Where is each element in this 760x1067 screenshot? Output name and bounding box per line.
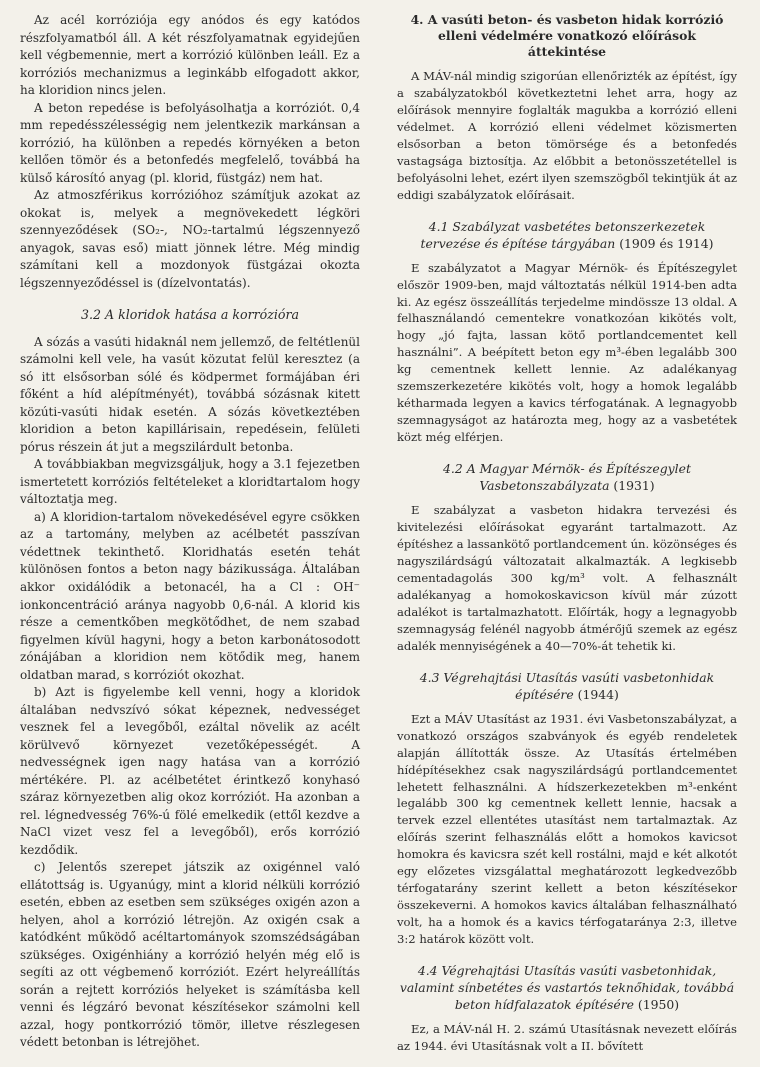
section-heading-4-4: [397, 962, 737, 1013]
paragraph: Az acél korróziója egy anódos és egy katódos részfolyamatból áll. A két részfolyamatnak egyidejűen kell végbemennie, mert a korrózió különben leáll. Ez a korróziós mechanizmus a leginkább elfogadott akkor, ha kloridion nincs jelen.: [20, 13, 360, 98]
left-column: [20, 12, 360, 1052]
section-title: 4.4 Végrehajtási Utasítás vasúti vasbetonhidak, valamint sínbetétes és vastartós teknőhidak, továbbá beton hídfalazatok építésére: [399, 963, 735, 1013]
section-heading-4-1: [397, 218, 737, 252]
section-years: (1944): [577, 686, 619, 702]
section-heading-3-2: 3.2 A kloridok hatása a korrózióra: [81, 307, 299, 323]
paragraph-item-c: c) Jelentős szerepet játszik az oxigénnel való ellátottság is. Ugyanúgy, mint a klorid nélküli korrózió esetén, ebben az esetben sem szükséges oxigén azon a helyen, ahol a korrózió létrejön. Az oxigén csak a katódként működő acéltartományok szomszédságában szükséges. Oxigénhiány a korrózió helyén még elő is segíti az ott végbemenő korróziót. Ezért helyreállítás során a rejtett korróziós helyeket is számításba kell venni és légzáró bevonat készítésekor számolni kell azzal, hogy pontkorrózió tömör, illetve részlegesen védett betonban is létrejöhet.: [20, 860, 360, 1050]
paragraph: E szabályzat a vasbeton hidakra tervezési és kivitelezési előírásokat egyaránt tartalmazott. Az építéshez a lassankötő portlandcement ún. közönséges és nagyszilárdságú változatait alkalmazták. A legkisebb cementadagolás 300 kg/m³ volt. A felhasznált adalékanyag a homokoskavicson kívül már zúzott adalékot is tartalmazhatott. Előírták, hogy a legnagyobb szemnagyság felénél nagyobb átmérőjű szemek az egész adalék mennyiségének a 40—70%-át tehetik ki.: [397, 503, 737, 653]
section-heading-4-2: [397, 460, 737, 494]
paragraph: A MÁV-nál mindig szigorúan ellenőrizték az építést, így a szabályzatokból következtetni lehet arra, hogy az előírások mennyire foglalták magukba a korrózió elleni védelmet. A korrózió elleni védelmet közismerten elsősorban a beton tömörsége és a betonfedés vastagsága biztosítja. Az előbbit a betonösszetétellel is befolyásolni lehet, ezért ilyen szemszögből tekintjük át az eddigi szabályzatok előírásait.: [397, 69, 737, 202]
paragraph: Ez, a MÁV-nál H. 2. számú Utasításnak nevezett előírás az 1944. évi Utasításnak volt a II. bővített: [397, 1022, 737, 1053]
section-heading-4-3: [397, 669, 737, 703]
paragraph-item-a: a) A kloridion-tartalom növekedésével egyre csökken az a tartomány, melyben az acélbetét passzívan védettnek tekinthető. Kloridhatás esetén tehát különösen fontos a beton nagy bázikussága. Általában akkor oxidálódik a betonacél, ha a Cl : OH⁻ ionkoncentráció aránya nagyobb 0,6-nál. A klorid kis része a cementkőben megkötődhet, de nem szabad figyelmen kívül hagyni, hogy a beton karbonátosodott zónájában a kloridion nem kötődik meg, hanem oldatban marad, s korróziót okozhat.: [20, 509, 360, 682]
paragraph: A sózás a vasúti hidaknál nem jellemző, de feltétlenül számolni kell vele, ha vasút közutat felül keresztez (a só itt elsősorban sólé és ködpermet formájában éri főként a híd alépítményét), továbbá sózásnak kitett közúti-vasúti hidak esetén. A sózás következtében kloridion a beton kapillárisain, repedésein, felületi pórus részein át jut a megszilárdult betonba.: [20, 334, 360, 454]
right-column: [397, 12, 737, 1055]
section-years: (1909 és 1914): [619, 235, 714, 251]
paragraph: Ezt a MÁV Utasítást az 1931. évi Vasbetonszabályzat, a vonatkozó országos szabványok és egyéb rendeletek alapján állították össze. Az Utasítás értelmében hídépítésekhez csak nagyszilárdságú portlandcementet lehetett felhasználni. A hídszerkezetekben m³-enként legalább 300 kg cementnek kellett lennie, hacsak a tervek ezzel ellentétes utasítást nem tartalmaztak. Az előírás szerint felhasználás előtt a homokos kavicsot homokra és kavicsra szét kell rostálni, majd e két alkotót egy előzetes vizsgálattal meghatározott legkedvezőbb térfogatarány szerint kellett a beton készítésekor összekeverni. A homokos kavics általában felhasználható volt, ha a homok és a kavics térfogataránya 2:3, illetve 3:2 határok között volt.: [397, 711, 737, 947]
paragraph: Az atmoszférikus korrózióhoz számítjuk azokat az okokat is, melyek a megnövekedett légköri szennyeződések (SO₂-, NO₂-tartalmú légszennyező anyagok, savas eső) miatt jönnek létre. Még mindig számítani kell a mozdonyok füstgázai okozta légszennyeződéssel is (dízelvontatás).: [20, 188, 360, 290]
paragraph: E szabályzatot a Magyar Mérnök- és Építészegylet először 1909-ben, majd változtatás nélkül 1914-ben adta ki. Az egész összeállítás terjedelme mindössze 13 oldal. A felhasználandó cementekre vonatkozóan kikötés volt, hogy „jó fajta, lassan kötő portlandcementet kell használni”. A beépített beton egy m³-ében legalább 300 kg cementnek kellett lennie. Az adalékanyag szemszerkezetére kikötés volt, hogy a homok legalább kétharmada legyen a kavics térfogatának. A legnagyobb szemnagyságot az határozta meg, hogy az a vasbetétek közt még elférjen.: [397, 260, 737, 445]
section-title: 4.1 Szabályzat vasbetétes betonszerkezetek tervezése és építése tárgyában: [420, 218, 706, 251]
chapter-heading-4: 4. A vasúti beton- és vasbeton hidak korrózió elleni védelmére vonatkozó előírások áttekintése: [410, 12, 724, 59]
paragraph: A továbbiakban megvizsgáljuk, hogy a 3.1 fejezetben ismertetett korróziós feltételeket a kloridtartalom hogy változtatja meg.: [20, 457, 360, 507]
section-years: (1931): [613, 478, 655, 494]
paragraph-item-b: b) Azt is figyelembe kell venni, hogy a kloridok általában nedvszívó sókat képeznek, nedvességet vesznek fel a levegőből, ezáltal növelik az acélt körülvevő környezet vezetőképességét. A nedvességnek igen nagy hatása van a korrózió mértékére. Pl. az acélbetétet érintkező konyhasó száraz környezetben alig okoz korróziót. Ha azonban a rel. légnedvesség 76%-ú fölé emelkedik (ettől kezdve a NaCl vizet vesz fel a levegőből), erős korrózió kezdődik.: [20, 685, 360, 857]
section-title: 4.2 A Magyar Mérnök- és Építészegylet Vasbetonszabályzata: [443, 461, 691, 494]
section-title: 4.3 Végrehajtási Utasítás vasúti vasbetonhidak építésére: [419, 669, 715, 702]
section-years: (1950): [637, 997, 680, 1013]
paragraph: A beton repedése is befolyásolhatja a korróziót. 0,4 mm repedésszélességig nem jelentkezik markánsan a korrózió, ha különben a repedés környéken a beton kellően tömör és a betonfedés megfelelő, továbbá ha külső károsító anyag (pl. klorid, füstgáz) nem hat.: [20, 100, 360, 185]
